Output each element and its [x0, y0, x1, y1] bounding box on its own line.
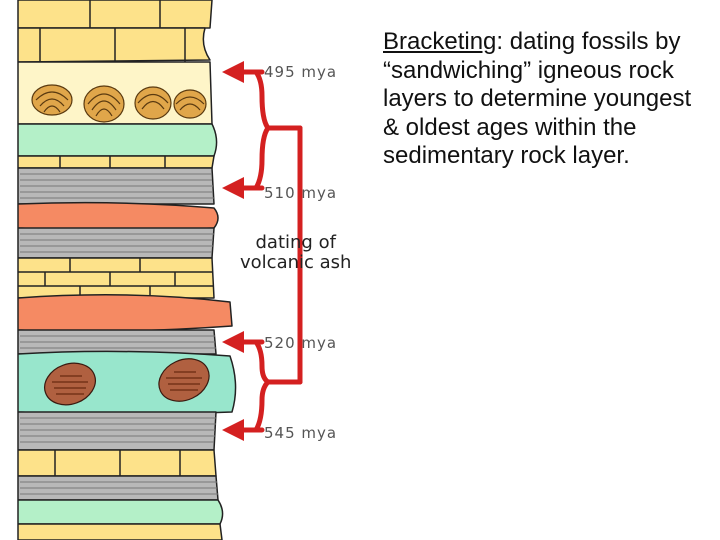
limestone-layer [18, 0, 212, 28]
green-layer [18, 500, 223, 524]
age-label-495: 495 mya [264, 63, 338, 81]
limestone-layer [18, 28, 210, 62]
shell-fossil [32, 85, 72, 115]
shale-layer [18, 228, 214, 258]
volcanic-ash-layer [18, 203, 218, 230]
arrowhead-545 [222, 419, 244, 441]
arrowhead-495 [222, 61, 244, 83]
arrowhead-510 [222, 177, 244, 199]
age-label-520: 520 mya [264, 334, 338, 352]
bracketing-text: : dating fossils by “sandwiching” igneous rock layers to determine youngest & oldest ages within the sedimentary rock layer. [383, 28, 692, 169]
age-label-545: 545 mya [264, 424, 338, 442]
shell-fossil [84, 86, 124, 122]
limestone-layer [18, 258, 214, 298]
age-label-510: 510 mya [264, 184, 338, 202]
volcanic-ash-layer [18, 295, 232, 332]
limestone-layer [18, 450, 216, 476]
bracketing-definition [383, 28, 713, 171]
limestone-layer [18, 156, 214, 168]
bracketing-term: Bracketing [383, 28, 497, 55]
ash-label-line-1: dating of [255, 232, 336, 253]
volcanic-ash-label [240, 233, 351, 273]
shell-fossil [135, 87, 171, 119]
green-layer [18, 124, 217, 156]
limestone-layer [18, 524, 222, 540]
ash-label-line-2: volcanic ash [240, 252, 352, 273]
arrowhead-520 [222, 331, 244, 353]
